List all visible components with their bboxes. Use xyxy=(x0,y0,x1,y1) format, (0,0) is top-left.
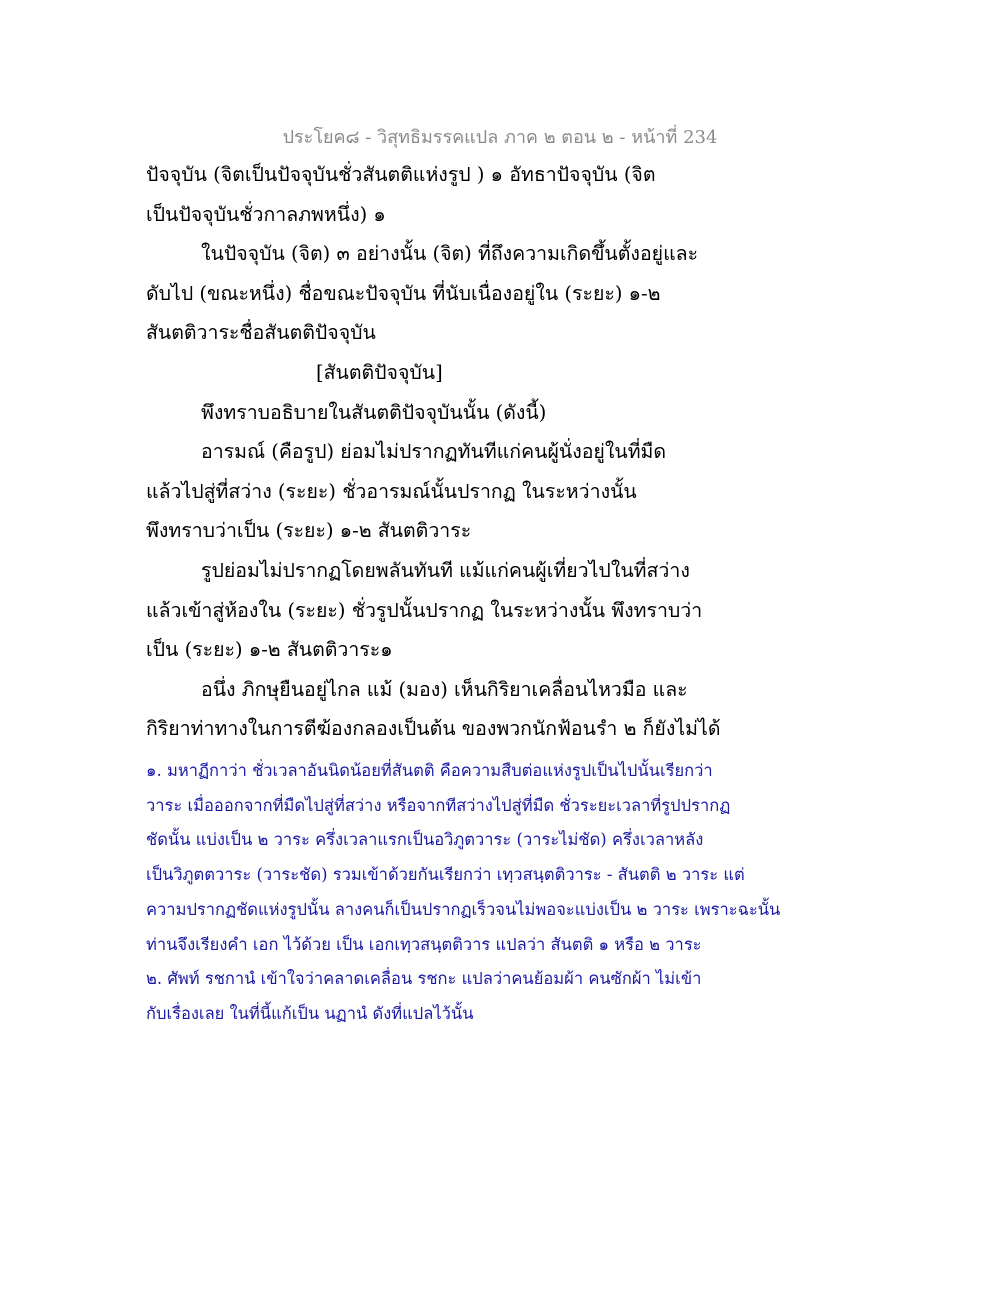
footnotes xyxy=(146,754,826,1032)
body-line: พึงทราบว่าเป็น (ระยะ) ๑-๒ สันตติวาระ xyxy=(146,519,472,543)
body-line: สันตติวาระชื่อสันตติปัจจุบัน xyxy=(146,321,376,345)
body-line: อารมณ์ (คือรูป) ย่อมไม่ปรากฏทันทีแก่คนผู้นั่งอยู่ในที่มืด xyxy=(201,440,667,464)
body-line: แล้วเข้าสู่ห้องใน (ระยะ) ชั่วรูปนั้นปรากฏ ในระหว่างนั้น พึงทราบว่า xyxy=(146,598,703,622)
body-line: กิริยาท่าทางในการตีฆ้องกลองเป็นต้น ของพวกนักฟ้อนรำ ๒ ก็ยังไม่ได้ xyxy=(146,717,721,741)
main-text xyxy=(146,155,726,749)
section-heading: [สันตติปัจจุบัน] xyxy=(316,360,443,384)
body-line: เป็นปัจจุบันชั่วกาลภพหนึ่ง) ๑ xyxy=(146,202,386,226)
footnote-line: ชัดนั้น แบ่งเป็น ๒ วาระ ครึ่งเวลาแรกเป็นอวิภูตวาระ (วาระไม่ชัด) ครึ่งเวลาหลัง xyxy=(146,830,704,850)
footnote-line: ๒. ศัพท์ รชกานํ เข้าใจว่าคลาดเคลื่อน รชกะ แปลว่าคนย้อมผ้า คนซักผ้า ไม่เข้า xyxy=(146,969,702,989)
body-line: แล้วไปสู่ที่สว่าง (ระยะ) ชั่วอารมณ์นั้นปรากฏ ในระหว่างนั้น xyxy=(146,479,637,503)
body-line: ในปัจจุบัน (จิต) ๓ อย่างนั้น (จิต) ที่ถึงความเกิดขึ้นตั้งอยู่และ xyxy=(201,242,699,266)
footnote-line: ความปรากฏชัดแห่งรูปนั้น ลางคนก็เป็นปรากฏเร็วจนไม่พอจะแบ่งเป็น ๒ วาระ เพราะฉะนั้น xyxy=(146,899,781,919)
footnote-line: เป็นวิภูตตวาระ (วาระชัด) รวมเข้าด้วยกันเรียกว่า เทฺวสนฺตติวาระ - สันตติ ๒ วาระ แต่ xyxy=(146,865,745,885)
page-header: ประโยค๘ - วิสุทธิมรรคแปล ภาค ๒ ตอน ๒ - หน้าที่ 234 xyxy=(282,127,718,148)
body-line: ดับไป (ขณะหนึ่ง) ชื่อขณะปัจจุบัน ที่นับเนื่องอยู่ใน (ระยะ) ๑-๒ xyxy=(146,281,661,305)
footnote-line: กับเรื่องเลย ในที่นี้แก้เป็น นฏานํ ดังที่แปลไว้นั้น xyxy=(146,1003,474,1023)
body-line: รูปย่อมไม่ปรากฏโดยพลันทันที แม้แก่คนผู้เที่ยวไปในที่สว่าง xyxy=(201,558,690,582)
body-line: อนึ่ง ภิกษุยืนอยู่ไกล แม้ (มอง) เห็นกิริยาเคลื่อนไหวมือ และ xyxy=(201,677,688,701)
body-line: เป็น (ระยะ) ๑-๒ สันตติวาระ๑ xyxy=(146,638,393,662)
body-line: ปัจจุบัน (จิตเป็นปัจจุบันชั่วสันตติแห่งรูป ) ๑ อัทธาปัจจุบัน (จิต xyxy=(146,163,656,186)
footnote-line: วาระ เมื่อออกจากที่มืดไปสู่ที่สว่าง หรือจากทีสว่างไปสู่ที่มืด ชั่วระยะเวลาที่รูปปรากฏ xyxy=(146,795,731,815)
footnote-line: ท่านจึงเรียงคำ เอก ไว้ด้วย เป็น เอกเทฺวสนฺตติวาร แปลว่า สันตติ ๑ หรือ ๒ วาระ xyxy=(146,934,702,954)
footnote-line: ๑. มหาฏีกาว่า ชั่วเวลาอันนิดน้อยที่สันตติ คือความสืบต่อแห่งรูปเป็นไปนั้นเรียกว่า xyxy=(146,761,713,780)
body-line: พึงทราบอธิบายในสันตติปัจจุบันนั้น (ดังนี้) xyxy=(201,400,547,424)
